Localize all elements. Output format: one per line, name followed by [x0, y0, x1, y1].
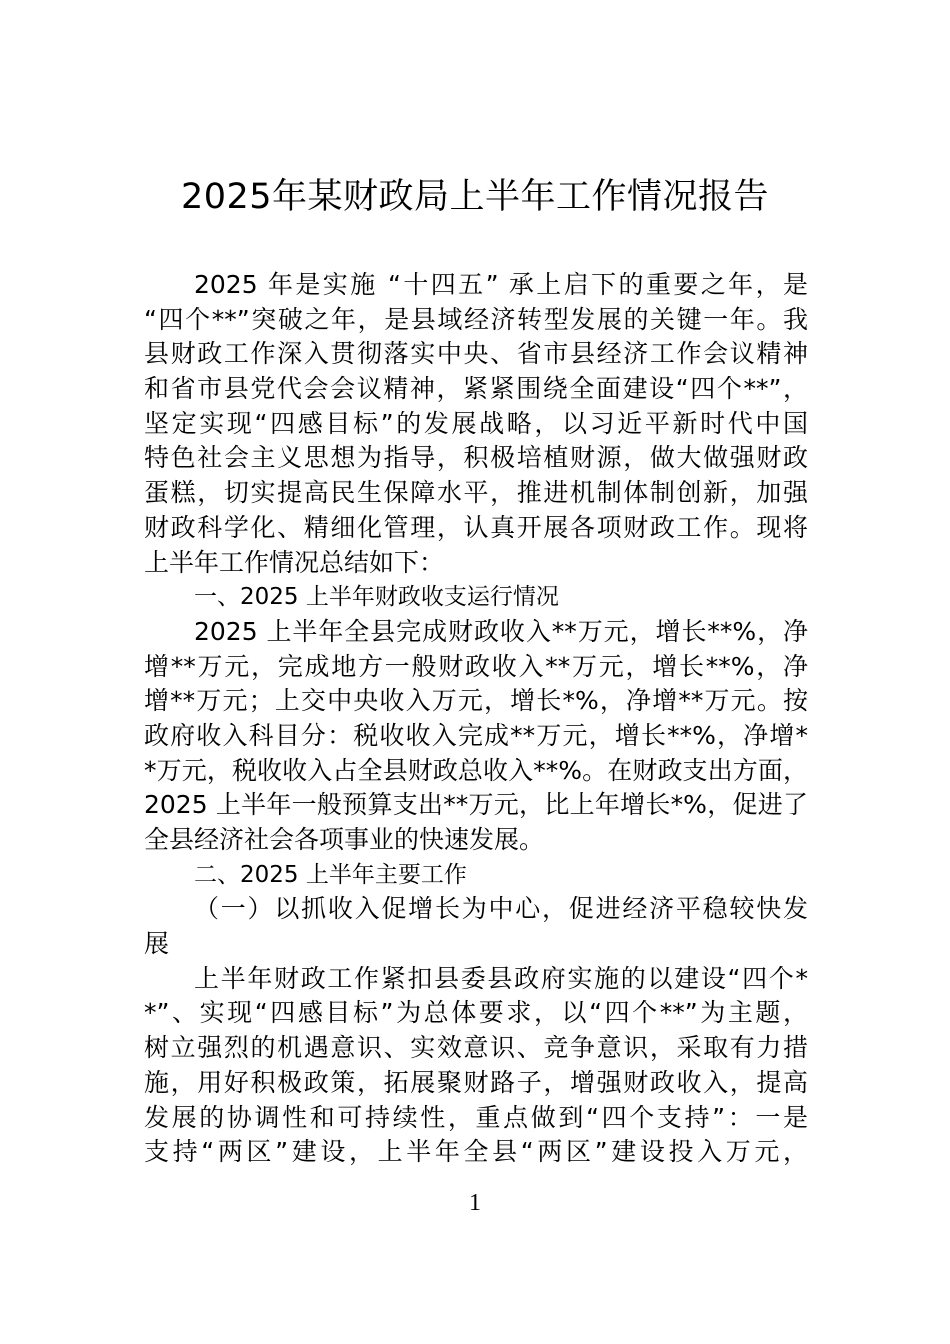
text-line: 增**万元，完成地方一般财政收入**万元，增长**%，净: [144, 651, 808, 681]
text-line: 树立强烈的机遇意识、实效意识、竞争意识，采取有力措: [144, 1033, 808, 1063]
document-body: [144, 268, 808, 1170]
text-line: 增**万元；上交中央收入万元，增长*%，净增**万元。按: [144, 686, 808, 716]
subsection-heading-continued: 展: [144, 929, 170, 959]
text-line: 上半年工作情况总结如下：: [144, 547, 445, 577]
text-line: 特色社会主义思想为指导，积极培植财源，做大做强财政: [144, 443, 808, 473]
text-line: 支持“两区”建设，上半年全县“两区”建设投入万元，: [144, 1137, 808, 1167]
text-line: 政府收入科目分：税收收入完成**万元，增长**%，净增*: [144, 720, 808, 750]
text-line: 全县经济社会各项事业的快速发展。: [144, 825, 545, 854]
section-heading-2: 二、2025 上半年主要工作: [194, 861, 467, 888]
text-line: 2025 上半年一般预算支出**万元，比上年增长*%，促进了: [144, 790, 808, 820]
text-line: *”、实现“四感目标”为总体要求，以“四个**”为主题，: [144, 998, 808, 1028]
text-line: 2025 上半年全县完成财政收入**万元，增长**%，净: [194, 616, 808, 646]
text-line: 蛋糕，切实提高民生保障水平，推进机制体制创新，加强: [144, 478, 808, 508]
text-line: 财政科学化、精细化管理，认真开展各项财政工作。现将: [144, 512, 808, 542]
text-line: 2025 年是实施 “十四五” 承上启下的重要之年，是: [194, 270, 808, 299]
document-title: 2025年某财政局上半年工作情况报告: [180, 177, 770, 217]
text-line: 和省市县党代会会议精神，紧紧围绕全面建设“四个**”，: [144, 374, 808, 404]
text-line: 坚定实现“四感目标”的发展战略，以习近平新时代中国: [144, 408, 808, 438]
text-line: 县财政工作深入贯彻落实中央、省市县经济工作会议精神: [144, 339, 808, 369]
text-line: 发展的协调性和可持续性，重点做到“四个支持”：一是: [144, 1102, 808, 1132]
text-line: 上半年财政工作紧扣县委县政府实施的以建设“四个*: [194, 963, 808, 993]
text-line: 施，用好积极政策，拓展聚财路子，增强财政收入，提高: [144, 1067, 808, 1097]
section-heading-1: 一、2025 上半年财政收支运行情况: [194, 584, 559, 611]
page-number: 1: [469, 1190, 481, 1216]
text-line: *万元，税收收入占全县财政总收入**%。在财政支出方面，: [144, 755, 808, 785]
text-line: “四个**”突破之年，是县域经济转型发展的关键一年。我: [144, 304, 808, 334]
subsection-heading: （一）以抓收入促增长为中心，促进经济平稳较快发: [194, 894, 808, 924]
